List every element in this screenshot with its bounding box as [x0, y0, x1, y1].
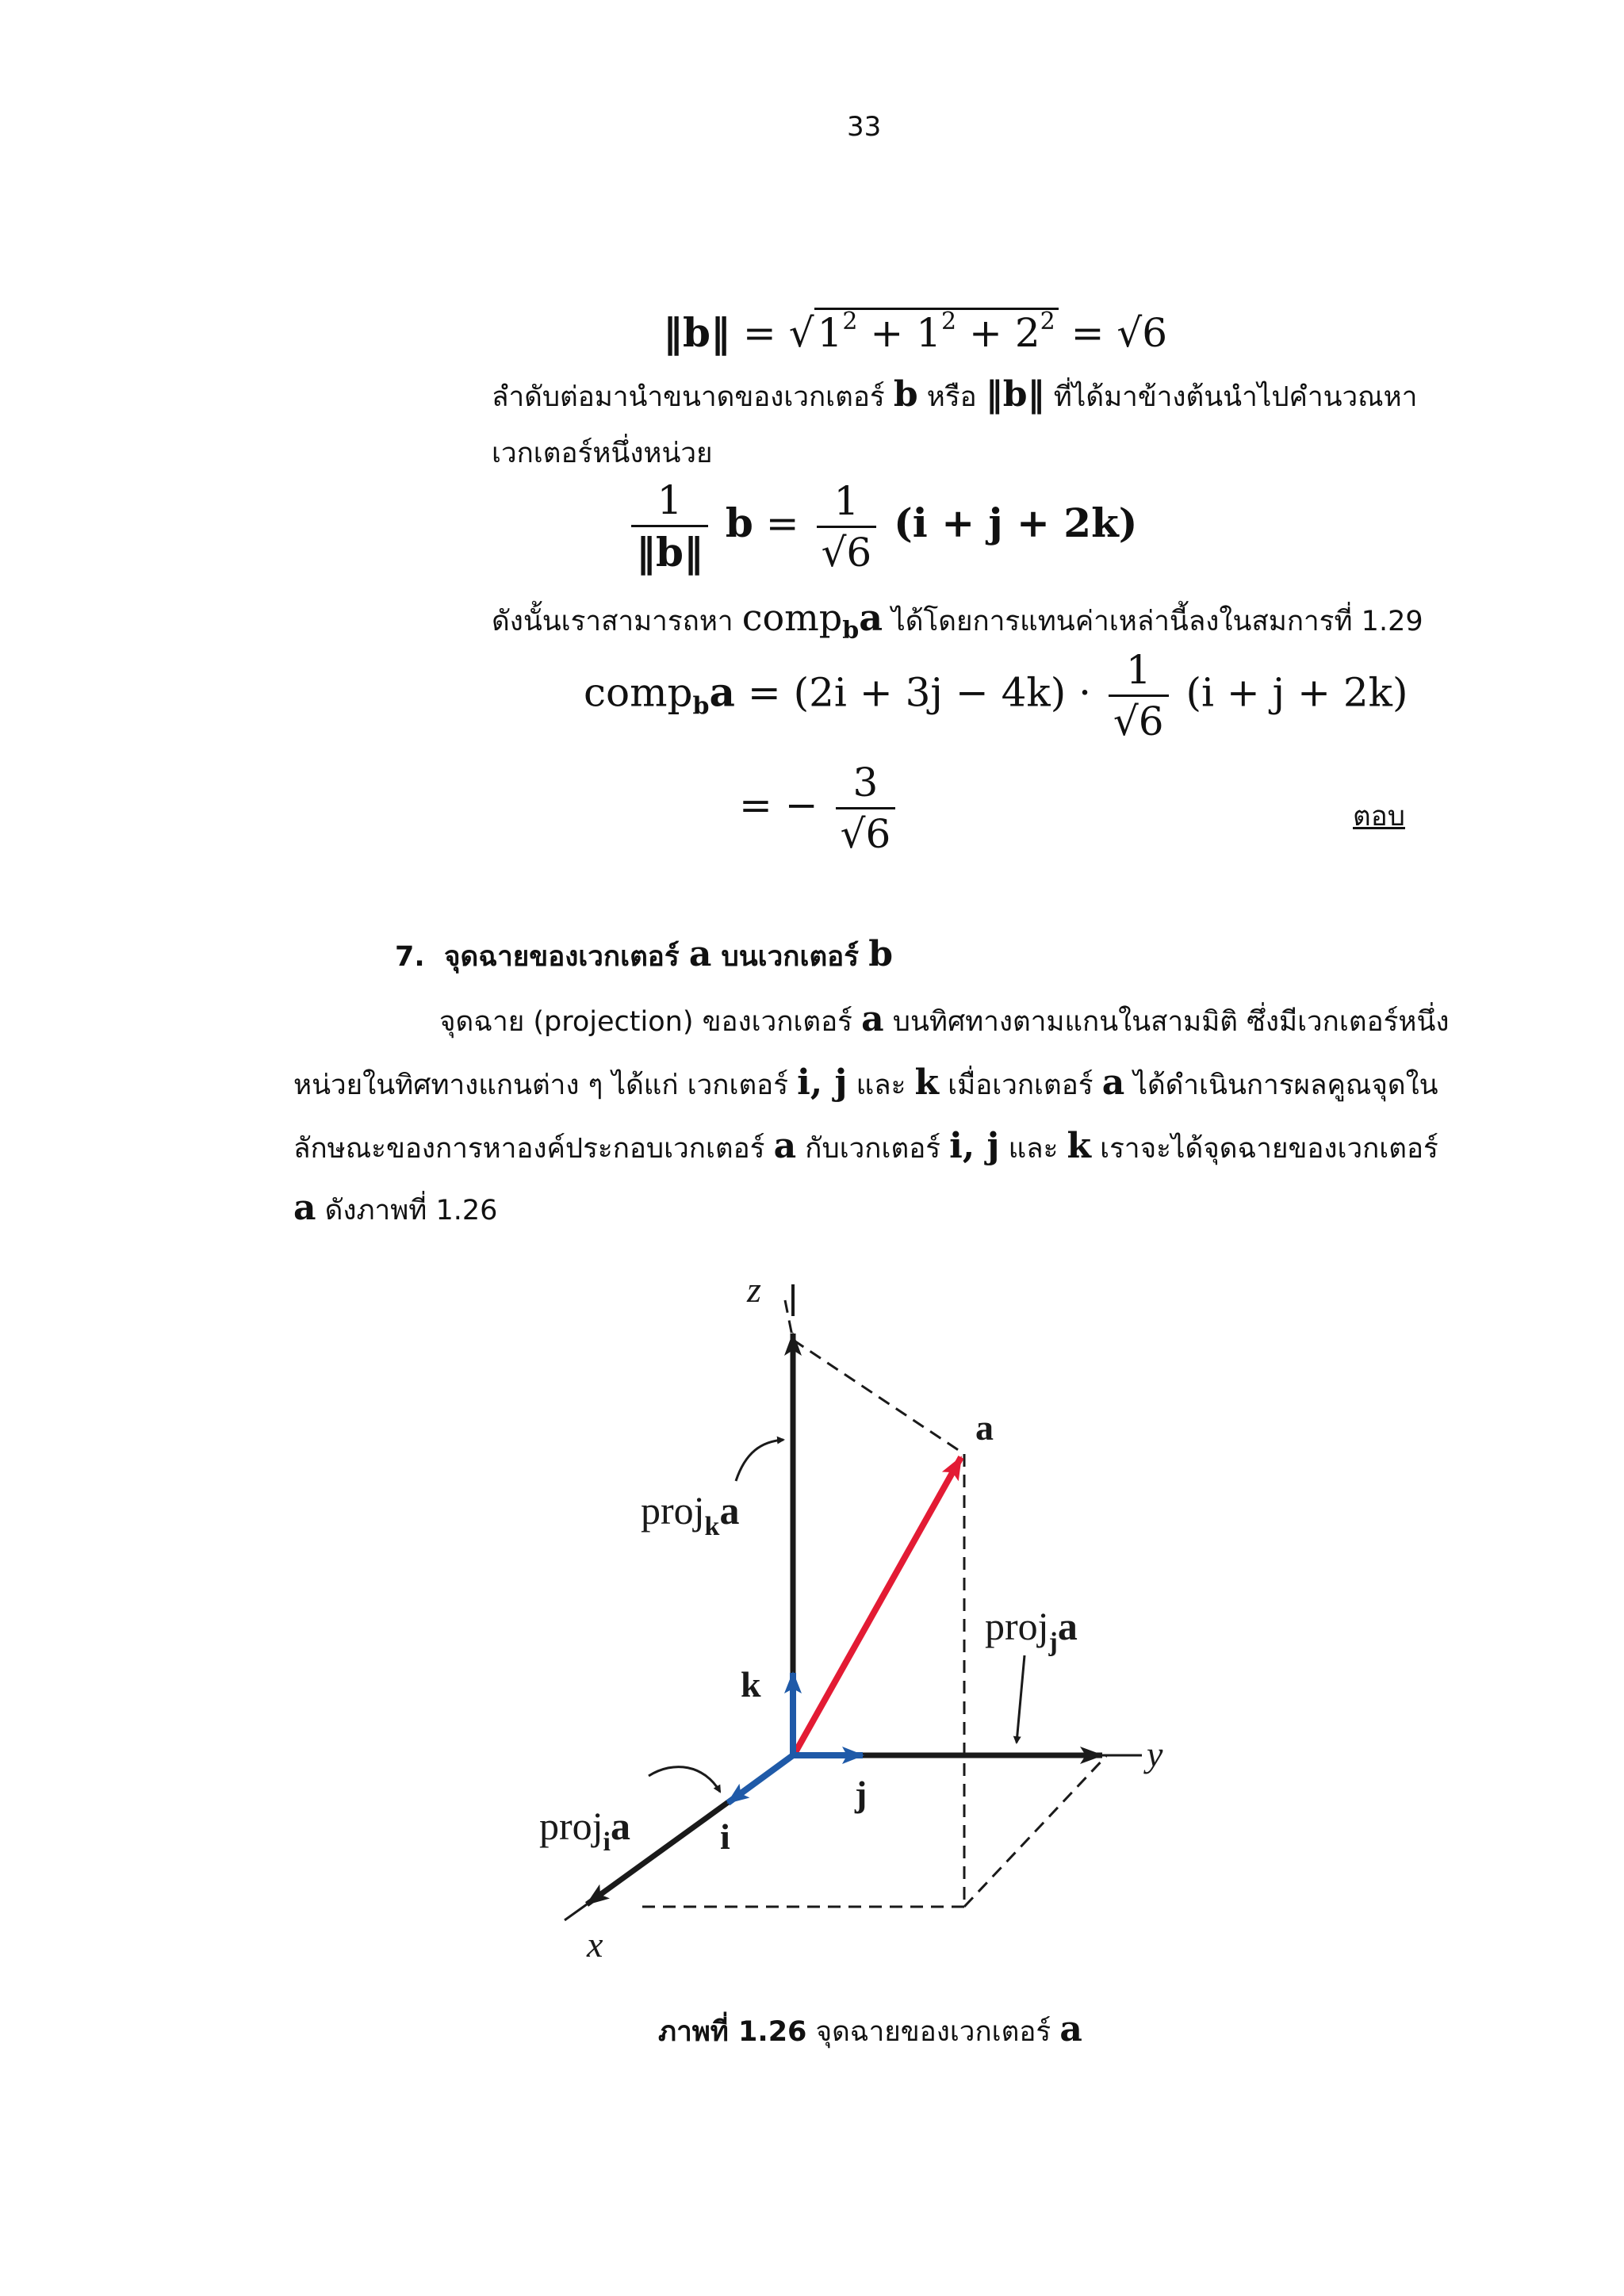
norm-b-symbol: ‖b‖ — [663, 309, 730, 356]
equation-result: = − $\frac{3}{√6}$ — [739, 760, 900, 857]
unit-vector-i — [728, 1755, 793, 1803]
pointer-proj-k — [736, 1440, 783, 1481]
pointer-proj-i — [649, 1767, 720, 1792]
proj-i-label: proj$_i$a — [539, 1804, 630, 1857]
unit-i-label: i — [720, 1816, 730, 1857]
paragraph-line-3: ลักษณะของการหาองค์ประกอบเวกเตอร์ a กับเวกเตอร์ i, j และ k เราจะได้จุดฉายของเวกเตอร์ — [293, 1126, 1438, 1166]
equation-norm-b — [663, 308, 1167, 356]
paragraph-line-1: จุดฉาย (projection) ของเวกเตอร์ a บนทิศทางตามแกนในสามมิติ ซึ่งมีเวกเตอร์หนึ่ง — [439, 999, 1450, 1039]
figure-caption: ภาพที่ 1.26 จุดฉายของเวกเตอร์ a — [658, 2009, 1082, 2049]
projection-figure — [508, 1269, 1221, 1966]
unit-j-label: j — [855, 1774, 868, 1814]
norm-result: = √6 — [1071, 310, 1168, 356]
fraction-1-over-sqrt6-b: $\frac{1}{√6}$ — [1109, 647, 1169, 744]
x-axis-ext — [565, 1904, 587, 1920]
axis-x-label: x — [587, 1924, 603, 1965]
text-line-2: เวกเตอร์หนึ่งหน่วย — [492, 438, 713, 469]
text-line-1: ลำดับต่อมานำขนาดของเวกเตอร์ b หรือ ‖b‖ ที่ได้มาข้างต้นนำไปคำนวณหา — [492, 374, 1418, 415]
equals-sign: = — [742, 310, 776, 356]
paragraph-line-4: a ดังภาพที่ 1.26 — [293, 1188, 498, 1228]
vector-a — [795, 1457, 961, 1754]
unit-k-label: k — [741, 1664, 761, 1705]
axis-z-label: z — [747, 1269, 761, 1310]
paragraph-line-2: หน่วยในทิศทางแกนต่าง ๆ ได้แก่ เวกเตอร์ i, j และ k เมื่อเวกเตอร์ a ได้ดำเนินการผลคูณจุดใน — [293, 1062, 1438, 1103]
section-heading: 7. จุดฉายของเวกเตอร์ a บนเวกเตอร์ b — [395, 934, 893, 974]
fraction-3-over-sqrt6: $\frac{3}{√6}$ — [836, 760, 896, 857]
equation-comp: comp$_b$a = (2i + 3j − 4k) · $\frac{1}{√6}$ (i + j + 2k) — [584, 647, 1408, 744]
proj-k-label: proj$_k$a — [641, 1488, 740, 1541]
text-line-3: ดังนั้นเราสามารถหา comp$_b$a ได้โดยการแทนค่าเหล่านี้ลงในสมการที่ 1.29 — [492, 596, 1423, 645]
answer-label: ตอบ — [1353, 801, 1405, 832]
axis-y-label: y — [1147, 1734, 1163, 1774]
vector-a-label: a — [975, 1407, 994, 1448]
equation-unit-vector: $\frac{1}{‖b‖}$ b = $\frac{1}{√6}$ (i + j + 2k) — [626, 477, 1137, 576]
fraction-1-over-norm: $\frac{1}{‖b‖}$ — [631, 477, 708, 576]
page-number: 33 — [847, 111, 882, 143]
pointer-proj-j — [1017, 1655, 1025, 1743]
square-root: $√1^2 + 1^2 + 2^2$ — [789, 308, 1059, 356]
fraction-1-over-sqrt6: $\frac{1}{√6}$ — [817, 478, 877, 576]
proj-j-label: proj$_j$a — [985, 1604, 1078, 1657]
